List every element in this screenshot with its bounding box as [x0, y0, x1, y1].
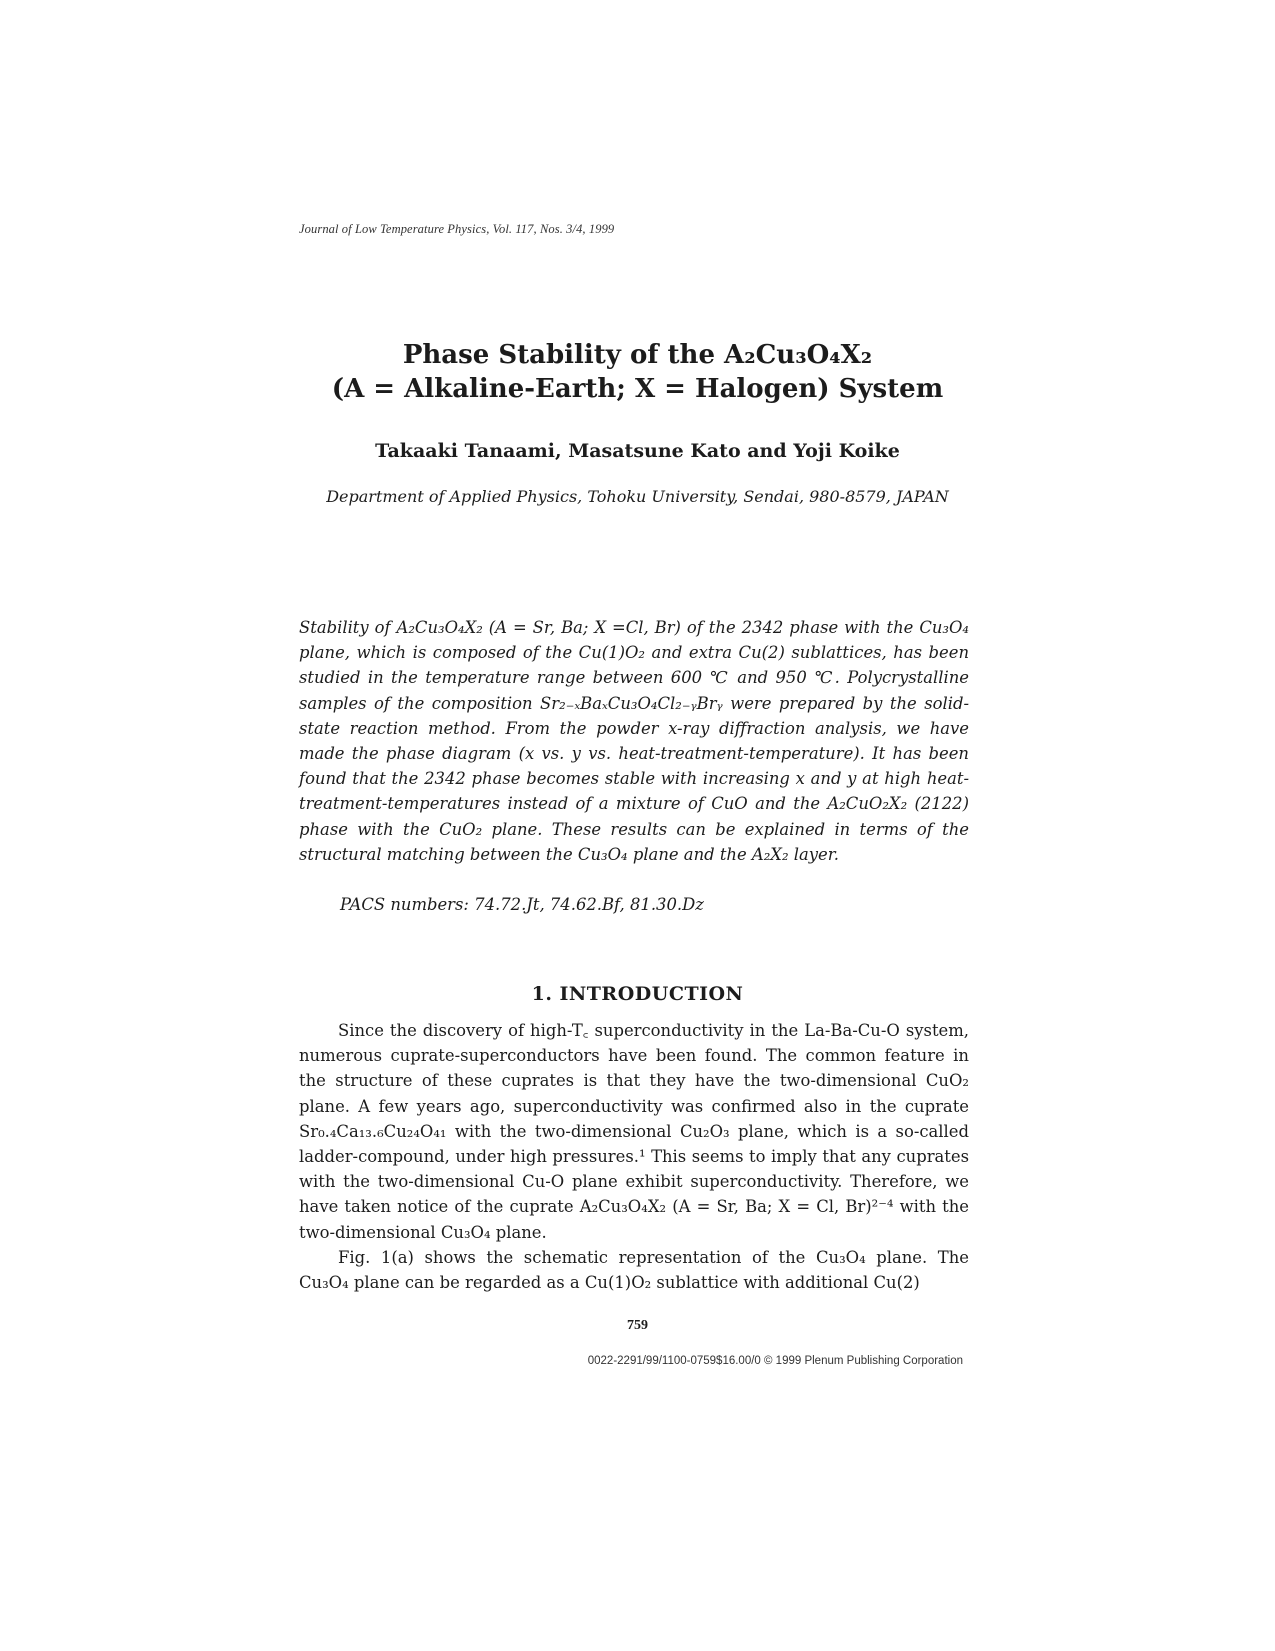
page-number: 759 [627, 1318, 648, 1333]
body-paragraph: Fig. 1(a) shows the schematic representation of the Cu₃O₄ plane. The Cu₃O₄ plane can be regarded as a Cu(1)O₂ sublattice with additional Cu(2) [299, 1247, 969, 1293]
section-heading: 1. INTRODUCTION [531, 983, 744, 1005]
journal-header: Journal of Low Temperature Physics, Vol. 117, Nos. 3/4, 1999 [299, 222, 615, 236]
pacs-numbers: PACS numbers: 74.72.Jt, 74.62.Bf, 81.30.Dz [340, 895, 704, 914]
body-paragraph: Since the discovery of high-T꜀ superconductivity in the La-Ba-Cu-O system, numerous cuprate-superconductors have been found. The common feature in the structure of these cuprates is that they have the two-dimensional CuO₂ plane. A few years ago, superconductivity was confirmed also in the cuprate Sr₀.₄Ca₁₃.₆Cu₂₄O₄₁ with the two-dimensional Cu₂O₃ plane, which is a so-called ladder-compound, under high pressures.¹ This seems to imply that any cuprates with the two-dimensional Cu-O plane exhibit superconductivity. Therefore, we have taken notice of the cuprate A₂Cu₃O₄X₂ (A = Sr, Ba; X = Cl, Br)²⁻⁴ with the two-dimensional Cu₃O₄ plane. [299, 1021, 969, 1242]
copyright-line: 0022-2291/99/1100-0759$16.00/0 © 1999 Plenum Publishing Corporation [587, 1355, 963, 1367]
section-body [299, 1018, 969, 1295]
author-list: Takaaki Tanaami, Masatsune Kato and Yoji Koike [375, 440, 900, 462]
abstract-text: Stability of A₂Cu₃O₄X₂ (A = Sr, Ba; X =Cl, Br) of the 2342 phase with the Cu₃O₄ plane, which is composed of the Cu(1)O₂ and extra Cu(2) sublattices, has been studied in the temperature range between 600 ℃ and 950 ℃. Polycrystalline samples of the composition Sr₂₋ₓBaₓCu₃O₄Cl₂₋ᵧBrᵧ were prepared by the solid-state reaction method. From the powder x-ray diffraction analysis, we have made the phase diagram (x vs. y vs. heat-treatment-temperature). It has been found that the 2342 phase becomes stable with increasing x and y at high heat-treatment-temperatures instead of a mixture of CuO and the A₂CuO₂X₂ (2122) phase with the CuO₂ plane. These results can be explained in terms of the structural matching between the Cu₃O₄ plane and the A₂X₂ layer. [299, 618, 969, 864]
abstract [299, 615, 969, 867]
paper-title-line-1: Phase Stability of the A₂Cu₃O₄X₂ [402, 340, 873, 370]
paper-title-line-2: (A = Alkaline-Earth; X = Halogen) System [331, 374, 944, 404]
affiliation: Department of Applied Physics, Tohoku University, Sendai, 980-8579, JAPAN [326, 487, 949, 506]
